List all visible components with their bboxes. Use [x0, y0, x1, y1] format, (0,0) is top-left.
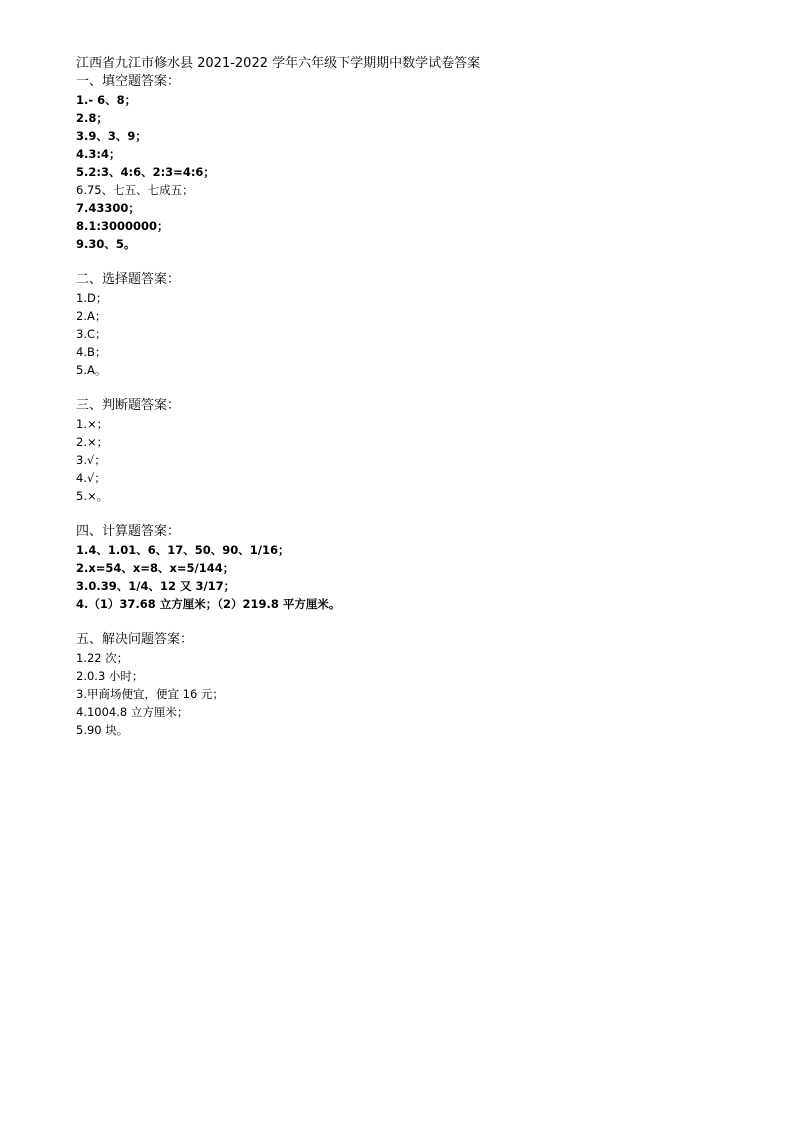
answer-item: 1.D；	[76, 291, 108, 305]
answer-item: 1.- 6、8；	[76, 93, 137, 107]
section-word-problems	[76, 631, 754, 739]
answer-list	[76, 649, 754, 739]
answer-item: 1.×；	[76, 417, 109, 431]
answer-item: 3.0.39、1/4、12 又 3/17；	[76, 579, 236, 593]
answer-list	[76, 289, 754, 379]
document-title: 江西省九江市修水县 2021-2022 学年六年级下学期期中数学试卷答案	[76, 56, 481, 71]
answer-item: 3.9、3、9；	[76, 129, 147, 143]
answer-list	[76, 415, 754, 505]
answer-item: 5.2:3、4:6、2:3=4:6；	[76, 165, 215, 179]
answer-item: 4.（1）37.68 立方厘米；（2）219.8 平方厘米。	[76, 597, 341, 611]
section-heading: 二、选择题答案：	[76, 272, 181, 287]
answer-item: 2.0.3 小时；	[76, 669, 144, 683]
answer-item: 4.3:4；	[76, 147, 121, 161]
answer-item: 5.A。	[76, 363, 107, 377]
answer-item: 1.4、1.01、6、17、50、90、1/16；	[76, 543, 290, 557]
answer-item: 4.B；	[76, 345, 107, 359]
answer-item: 3.√；	[76, 453, 106, 467]
answer-item: 5.×。	[76, 489, 109, 503]
answer-item: 2.x=54、x=8、x=5/144；	[76, 561, 235, 575]
answer-item: 2.×；	[76, 435, 109, 449]
section-heading: 三、判断题答案：	[76, 398, 181, 413]
section-fill-in-blank	[76, 73, 754, 253]
section-heading: 五、解决问题答案：	[76, 632, 194, 647]
answer-item: 6.75、七五、七成五；	[76, 183, 194, 197]
answer-list	[76, 91, 754, 253]
answer-item: 2.8；	[76, 111, 108, 125]
answer-item: 4.√；	[76, 471, 106, 485]
answer-item: 3.甲商场便宜，便宜 16 元；	[76, 687, 224, 701]
answer-item: 3.C；	[76, 327, 107, 341]
section-heading: 一、填空题答案：	[76, 74, 181, 89]
section-multiple-choice	[76, 271, 754, 379]
answer-item: 1.22 次；	[76, 651, 129, 665]
answer-item: 2.A；	[76, 309, 107, 323]
answer-item: 4.1004.8 立方厘米；	[76, 705, 189, 719]
answer-item: 8.1:3000000；	[76, 219, 169, 233]
section-calculation	[76, 523, 754, 613]
section-true-false	[76, 397, 754, 505]
answer-item: 7.43300；	[76, 201, 140, 215]
section-heading: 四、计算题答案：	[76, 524, 181, 539]
answer-list	[76, 541, 754, 613]
answer-sheet	[76, 55, 754, 739]
answer-item: 9.30、5。	[76, 237, 136, 251]
answer-item: 5.90 块。	[76, 723, 129, 737]
